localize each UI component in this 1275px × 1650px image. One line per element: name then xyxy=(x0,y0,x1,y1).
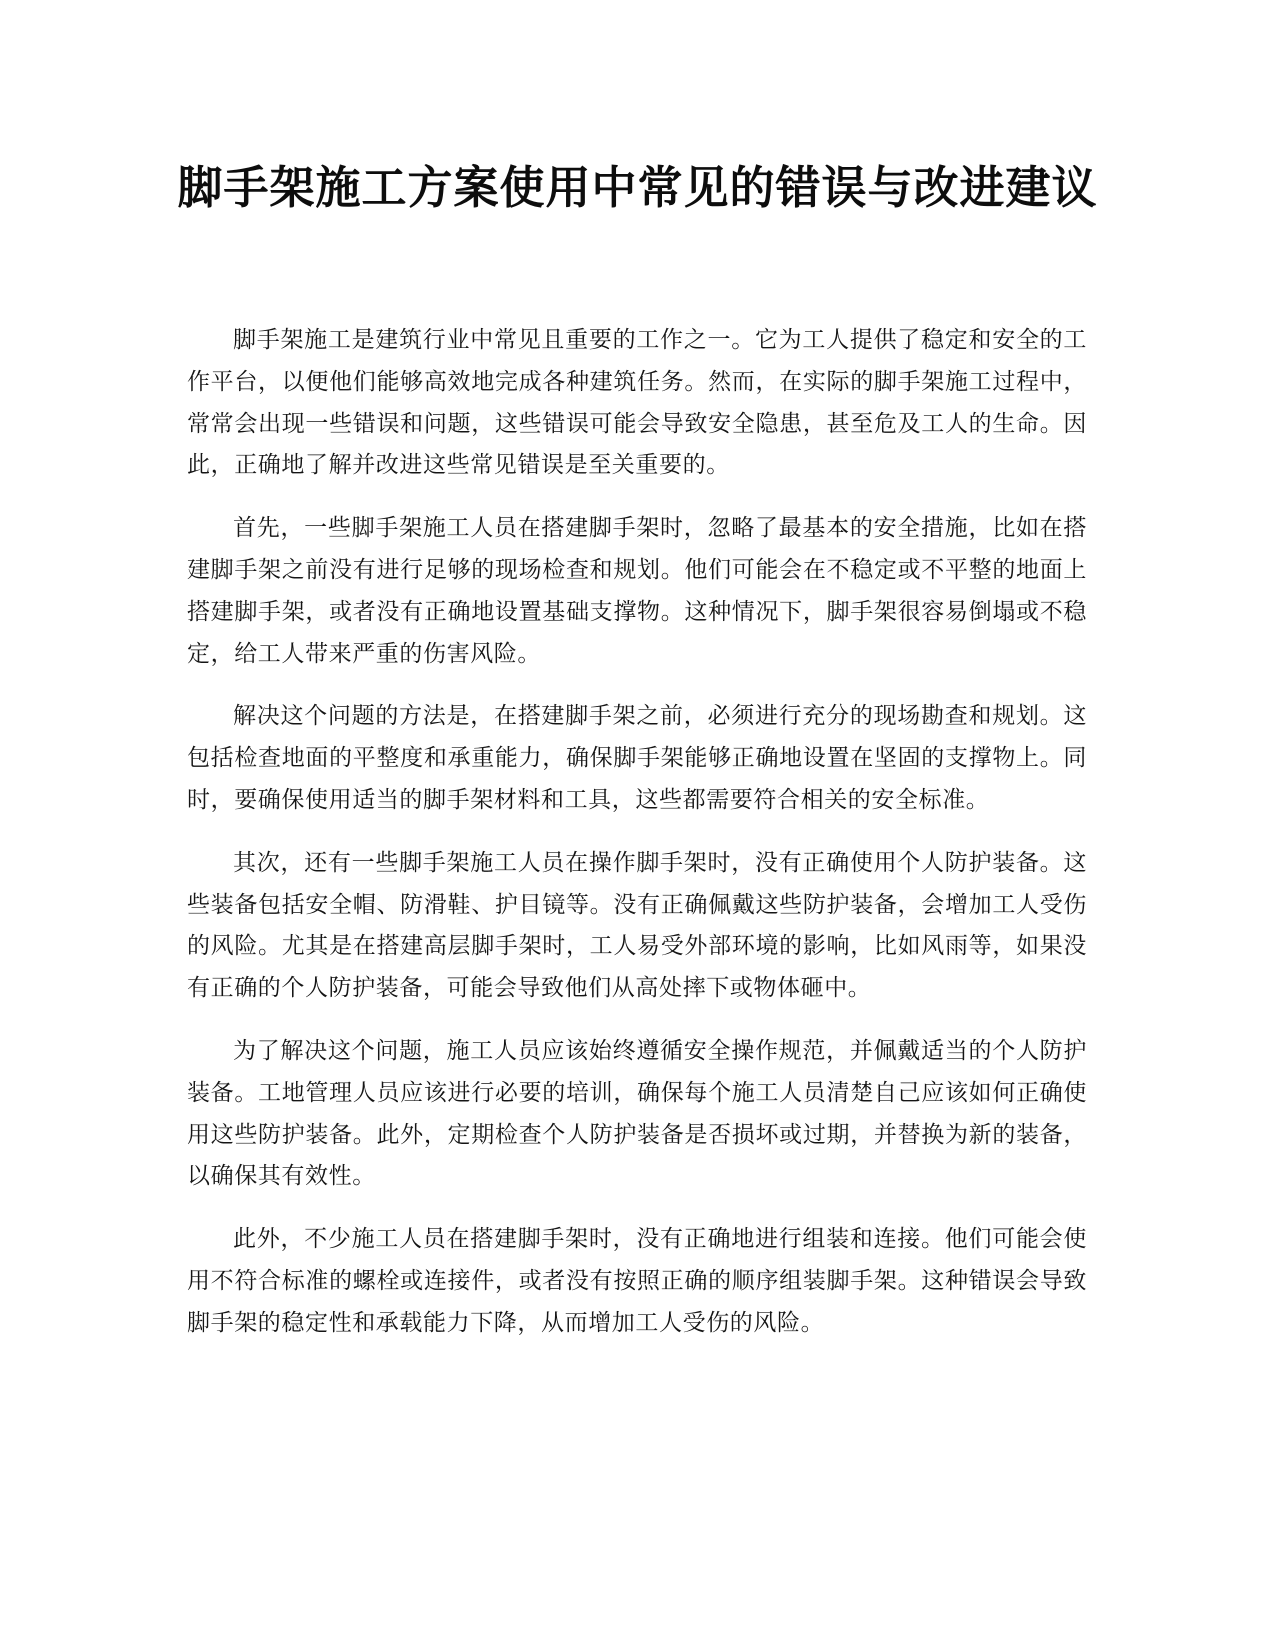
paragraph: 首先，一些脚手架施工人员在搭建脚手架时，忽略了最基本的安全措施，比如在搭建脚手架之前没有进行足够的现场检查和规划。他们可能会在不稳定或不平整的地面上搭建脚手架，或者没有正确地设置基础支撑物。这种情况下，脚手架很容易倒塌或不稳定，给工人带来严重的伤害风险。 xyxy=(187,515,1087,667)
paragraph: 为了解决这个问题，施工人员应该始终遵循安全操作规范，并佩戴适当的个人防护装备。工地管理人员应该进行必要的培训，确保每个施工人员清楚自己应该如何正确使用这些防护装备。此外，定期检查个人防护装备是否损坏或过期，并替换为新的装备，以确保其有效性。 xyxy=(187,1037,1087,1190)
paragraph: 脚手架施工是建筑行业中常见且重要的工作之一。它为工人提供了稳定和安全的工作平台，以便他们能够高效地完成各种建筑任务。然而，在实际的脚手架施工过程中，常常会出现一些错误和问题，这些错误可能会导致安全隐患，甚至危及工人的生命。因此，正确地了解并改进这些常见错误是至关重要的。 xyxy=(187,327,1087,479)
paragraph: 解决这个问题的方法是，在搭建脚手架之前，必须进行充分的现场勘查和规划。这包括检查地面的平整度和承重能力，确保脚手架能够正确地设置在坚固的支撑物上。同时，要确保使用适当的脚手架材料和工具，这些都需要符合相关的安全标准。 xyxy=(187,703,1087,813)
paragraph: 其次，还有一些脚手架施工人员在操作脚手架时，没有正确使用个人防护装备。这些装备包括安全帽、防滑鞋、护目镜等。没有正确佩戴这些防护装备，会增加工人受伤的风险。尤其是在搭建高层脚手架时，工人易受外部环境的影响，比如风雨等，如果没有正确的个人防护装备，可能会导致他们从高处摔下或物体砸中。 xyxy=(187,849,1087,1002)
document-body xyxy=(187,320,1087,1366)
document-title: 脚手架施工方案使用中常见的错误与改进建议 xyxy=(177,161,1098,214)
paragraph: 此外，不少施工人员在搭建脚手架时，没有正确地进行组装和连接。他们可能会使用不符合标准的螺栓或连接件，或者没有按照正确的顺序组装脚手架。这种错误会导致脚手架的稳定性和承载能力下降，从而增加工人受伤的风险。 xyxy=(187,1226,1087,1336)
